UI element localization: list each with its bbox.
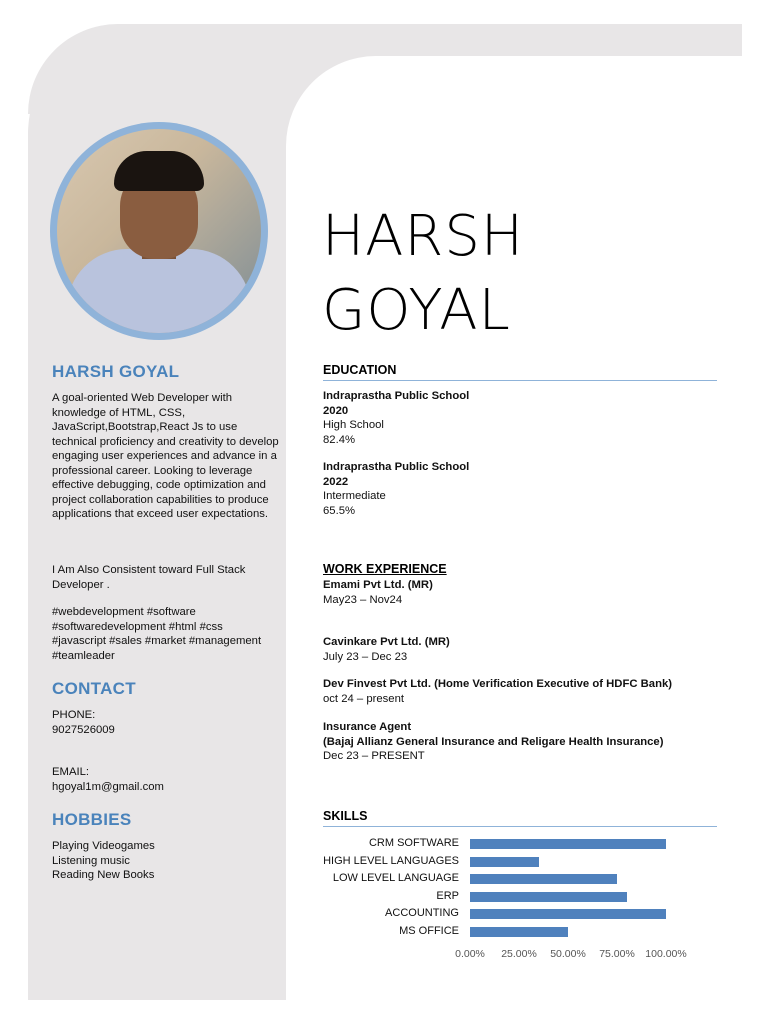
x-tick-label: 25.00%: [501, 948, 537, 960]
first-name: HARSH: [322, 204, 524, 269]
work-entry: [323, 720, 723, 764]
hobby-item: Playing Videogames: [52, 840, 155, 852]
school-name: Indraprastha Public School: [323, 390, 470, 402]
education-year: 2020: [323, 404, 349, 417]
education-score: 82.4%: [323, 433, 356, 446]
job-title: Emami Pvt Ltd. (MR): [323, 579, 433, 591]
x-tick-label: 100.00%: [645, 948, 687, 960]
skill-bar: [470, 927, 568, 937]
hobby-item: Listening music: [52, 854, 130, 867]
education-level: High School: [323, 419, 384, 431]
education-entry: [323, 460, 723, 518]
skill-bar: [470, 857, 539, 867]
job-title: Insurance Agent: [323, 721, 412, 733]
profile-summary: A goal-oriented Web Developer with knowledge of HTML, CSS, JavaScript,Bootstrap,React Js to use technical proficiency and creativity to develop engaging user experiences and advance in a professional career. Looking to leverage effective debugging, code optimization and project collaboration capabilities to produce applications that exceed user expectations.: [52, 392, 279, 520]
profile-tags: #webdevelopment #software #softwaredevelopment #html #css #javascript #sales #market #management #teamleader: [52, 606, 262, 662]
skill-label: ACCOUNTING: [385, 907, 459, 920]
email-label: EMAIL:: [52, 766, 90, 778]
work-entry: [323, 677, 723, 706]
section-divider: [323, 380, 717, 381]
skill-label: HIGH LEVEL LANGUAGES: [323, 854, 459, 867]
education-level: Intermediate: [323, 490, 386, 502]
last-name: GOYAL: [322, 278, 511, 343]
job-dates: oct 24 – present: [323, 692, 405, 705]
x-tick-label: 0.00%: [455, 948, 485, 960]
job-dates: May23 – Nov24: [323, 593, 403, 606]
x-tick-label: 75.00%: [599, 948, 635, 960]
x-tick-label: 50.00%: [550, 948, 586, 960]
skill-bar: [470, 839, 666, 849]
profile-photo: [57, 129, 261, 333]
job-title: Dev Finvest Pvt Ltd. (Home Verification Executive of HDFC Bank): [323, 678, 673, 690]
phone-label: PHONE:: [52, 709, 96, 721]
education-score: 65.5%: [323, 504, 356, 517]
job-dates: July 23 – Dec 23: [323, 650, 408, 663]
hobby-item: Reading New Books: [52, 869, 155, 881]
job-dates: Dec 23 – PRESENT: [323, 750, 425, 762]
skill-label: CRM SOFTWARE: [368, 837, 459, 849]
skills-heading: SKILLS: [323, 809, 368, 823]
education-heading: EDUCATION: [323, 363, 397, 377]
email-value: hgoyal1m@gmail.com: [52, 780, 164, 793]
sidebar-name: HARSH GOYAL: [52, 362, 180, 381]
skill-bar: [470, 892, 627, 902]
phone-value: 9027526009: [52, 723, 115, 736]
education-year: 2022: [323, 475, 349, 488]
contact-heading: CONTACT: [52, 679, 136, 698]
skill-label: MS OFFICE: [399, 925, 459, 937]
education-entry: [323, 389, 723, 447]
work-entry: [323, 578, 723, 607]
skill-bar: [470, 874, 617, 884]
profile-note: I Am Also Consistent toward Full Stack Developer .: [52, 564, 246, 591]
skills-chart: [300, 832, 720, 962]
job-title: Cavinkare Pvt Ltd. (MR): [323, 636, 450, 648]
skill-label: ERP: [436, 889, 459, 902]
work-entry: [323, 635, 723, 664]
work-heading: WORK EXPERIENCE: [323, 562, 447, 576]
hobbies-heading: HOBBIES: [52, 810, 132, 829]
resume-name: [322, 200, 524, 348]
skill-bar: [470, 909, 666, 919]
school-name: Indraprastha Public School: [323, 461, 470, 473]
job-subtitle: (Bajaj Allianz General Insurance and Religare Health Insurance): [323, 735, 664, 748]
skill-label: LOW LEVEL LANGUAGE: [332, 872, 459, 885]
section-divider: [323, 826, 717, 827]
